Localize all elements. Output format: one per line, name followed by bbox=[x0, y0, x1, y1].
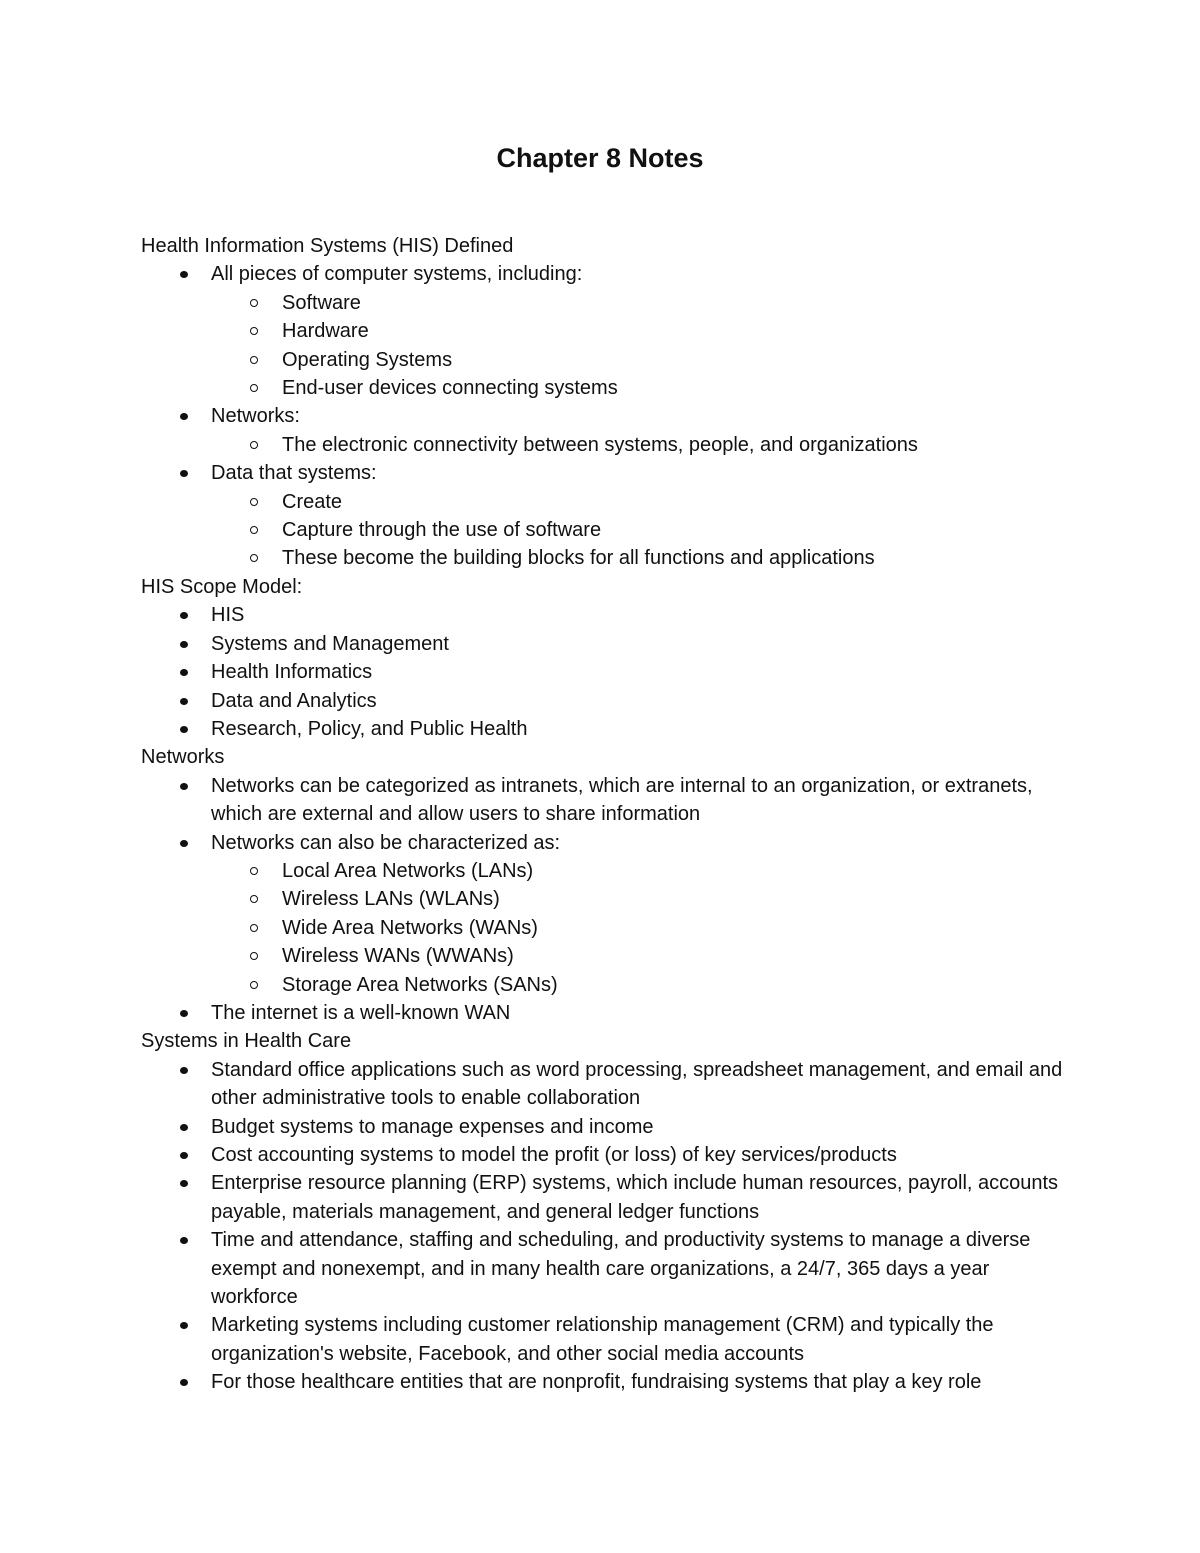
bullet-item bbox=[141, 402, 1081, 459]
bullet-item bbox=[141, 772, 1081, 829]
sub-bullet-list bbox=[141, 431, 1081, 459]
bullet-text: All pieces of computer systems, including: bbox=[211, 263, 583, 286]
bullet-item bbox=[141, 1113, 1081, 1141]
bullet-item bbox=[141, 658, 1081, 686]
bullet-text: Health Informatics bbox=[211, 661, 373, 684]
sub-bullet-item: Wide Area Networks (WANs) bbox=[211, 914, 1081, 942]
bullet-text: Enterprise resource planning (ERP) systems, which include human resources, payroll, accounts payable, materials management, and general ledger functions bbox=[211, 1172, 1059, 1223]
bullet-item bbox=[141, 1056, 1081, 1113]
sub-bullet-item: Capture through the use of software bbox=[211, 516, 1081, 544]
bullet-item bbox=[141, 999, 1081, 1027]
bullet-text: Budget systems to manage expenses and income bbox=[211, 1115, 654, 1138]
sub-bullet-item: Wireless WANs (WWANs) bbox=[211, 942, 1081, 970]
sub-bullet-item: Software bbox=[211, 289, 1081, 317]
bullet-text: Systems and Management bbox=[211, 632, 449, 655]
page-title: Chapter 8 Notes bbox=[496, 143, 704, 173]
bullet-text: Standard office applications such as word processing, spreadsheet management, and email and other administrative tools to enable collaboration bbox=[211, 1058, 1063, 1110]
bullet-text: Data that systems: bbox=[211, 462, 377, 485]
sub-bullet-list bbox=[141, 857, 1081, 999]
bullet-text: Networks can also be characterized as: bbox=[211, 831, 561, 854]
bullet-text: Research, Policy, and Public Health bbox=[211, 717, 528, 740]
bullet-item bbox=[141, 1141, 1081, 1169]
bullet-list bbox=[141, 772, 1081, 1028]
bullet-item bbox=[141, 260, 1081, 402]
sub-bullet-item: The electronic connectivity between systems, people, and organizations bbox=[211, 431, 1081, 459]
bullet-list bbox=[141, 1056, 1081, 1397]
bullet-text: Marketing systems including customer relationship management (CRM) and typically the organization's website, Facebook, and other social media accounts bbox=[211, 1314, 994, 1365]
sub-bullet-item: These become the building blocks for all functions and applications bbox=[211, 544, 1081, 572]
bullet-item bbox=[141, 715, 1081, 743]
bullet-item bbox=[141, 601, 1081, 629]
section-heading: Health Information Systems (HIS) Defined bbox=[141, 235, 514, 257]
sub-bullet-list bbox=[141, 289, 1081, 403]
sub-bullet-item: Local Area Networks (LANs) bbox=[211, 857, 1081, 885]
section-heading: HIS Scope Model: bbox=[141, 575, 303, 598]
sub-bullet-item: Wireless LANs (WLANs) bbox=[211, 885, 1081, 913]
bullet-text: Networks can be categorized as intranets, which are internal to an organization, or extranets, which are external and allow users to share information bbox=[211, 774, 1033, 826]
sub-bullet-item: End-user devices connecting systems bbox=[211, 374, 1081, 402]
bullet-list bbox=[141, 601, 1081, 743]
bullet-item bbox=[141, 687, 1081, 715]
sub-bullet-item: Hardware bbox=[211, 317, 1081, 345]
bullet-item bbox=[141, 1311, 1081, 1368]
sub-bullet-item: Create bbox=[211, 488, 1081, 516]
bullet-text: Data and Analytics bbox=[211, 689, 377, 712]
bullet-item bbox=[141, 1368, 1081, 1396]
bullet-list bbox=[141, 260, 1081, 572]
bullet-text: Time and attendance, staffing and scheduling, and productivity systems to manage a diverse exempt and nonexempt, and in many health care organizations, a 24/7, 365 days a year workforce bbox=[211, 1229, 1031, 1309]
bullet-text: Networks: bbox=[211, 405, 300, 428]
section-heading: Systems in Health Care bbox=[141, 1030, 352, 1053]
bullet-item bbox=[141, 829, 1081, 999]
section-heading: Networks bbox=[141, 746, 225, 769]
bullet-text: Cost accounting systems to model the profit (or loss) of key services/products bbox=[211, 1144, 897, 1166]
bullet-item bbox=[141, 1226, 1081, 1311]
sub-bullet-list bbox=[141, 488, 1081, 573]
sub-bullet-item: Operating Systems bbox=[211, 346, 1081, 374]
notes-content bbox=[141, 232, 1081, 1397]
bullet-text: For those healthcare entities that are nonprofit, fundraising systems that play a key role bbox=[211, 1371, 982, 1394]
bullet-item bbox=[141, 1169, 1081, 1226]
sub-bullet-item: Storage Area Networks (SANs) bbox=[211, 971, 1081, 999]
bullet-item bbox=[141, 459, 1081, 573]
bullet-text: The internet is a well-known WAN bbox=[211, 1001, 511, 1024]
bullet-item bbox=[141, 630, 1081, 658]
bullet-text: HIS bbox=[211, 604, 245, 627]
